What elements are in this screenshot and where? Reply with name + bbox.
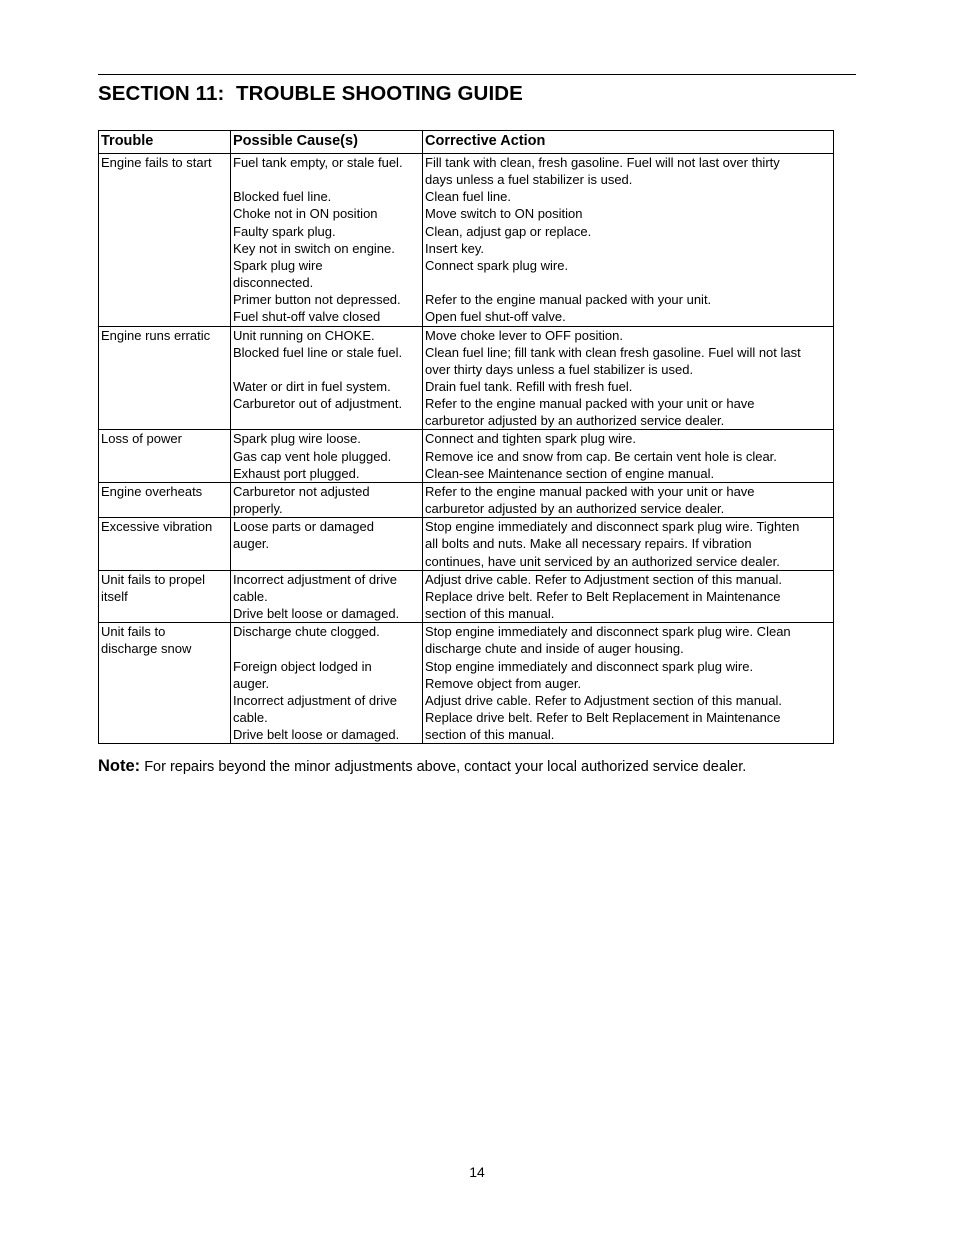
table-row xyxy=(99,623,834,744)
cell-line: Fuel shut-off valve closed xyxy=(233,309,381,325)
cell-line: Remove ice and snow from cap. Be certain vent hole is clear. xyxy=(425,448,777,464)
cell-line: Connect and tighten spark plug wire. xyxy=(425,431,637,447)
cell-line: Unit fails to propel xyxy=(101,571,206,587)
cell-line: Refer to the engine manual packed with your unit or have xyxy=(425,483,755,499)
section-title: SECTION 11: TROUBLE SHOOTING GUIDE xyxy=(98,82,523,105)
cell-line: Unit fails to xyxy=(101,624,166,640)
cell-line: Drain fuel tank. Refill with fresh fuel. xyxy=(425,379,633,395)
cell-line: carburetor adjusted by an authorized service dealer. xyxy=(425,501,725,517)
table-row xyxy=(99,482,834,517)
cell-line: Replace drive belt. Refer to Belt Replacement in Maintenance xyxy=(425,588,781,604)
cell-line: Replace drive belt. Refer to Belt Replacement in Maintenance xyxy=(425,709,781,725)
cell-line: Spark plug wire xyxy=(233,257,323,273)
cell-line: discharge chute and inside of auger housing. xyxy=(425,641,684,657)
cell-line: Clean-see Maintenance section of engine manual. xyxy=(425,465,715,481)
cell-line: Incorrect adjustment of drive xyxy=(233,692,398,708)
actions-cell xyxy=(423,326,834,430)
actions-cell xyxy=(423,154,834,327)
trouble-cell xyxy=(99,570,231,622)
header-trouble: Trouble xyxy=(99,131,231,154)
cell-line: properly. xyxy=(233,501,283,517)
cell-line: Discharge chute clogged. xyxy=(233,624,380,640)
cell-line: Engine fails to start xyxy=(101,155,212,170)
cell-line: section of this manual. xyxy=(425,727,555,743)
cell-line: Blocked fuel line or stale fuel. xyxy=(233,344,403,360)
page-number: 14 xyxy=(469,1164,485,1180)
actions-cell xyxy=(423,518,834,570)
cell-line: Stop engine immediately and disconnect spark plug wire. Clean xyxy=(425,624,791,640)
cell-line xyxy=(425,274,833,291)
trouble-cell xyxy=(99,326,231,430)
cell-line: Fuel tank empty, or stale fuel. xyxy=(233,155,403,170)
cell-line: Adjust drive cable. Refer to Adjustment section of this manual. xyxy=(425,692,782,708)
header-rule xyxy=(98,74,856,75)
cell-line: Stop engine immediately and disconnect spark plug wire. xyxy=(425,658,754,674)
note-label: Note: xyxy=(98,757,141,775)
cell-line: Unit running on CHOKE. xyxy=(233,327,375,343)
note-paragraph xyxy=(98,757,746,776)
cell-line: Loose parts or damaged xyxy=(233,519,374,535)
cell-line: Fill tank with clean, fresh gasoline. Fuel will not last over thirty xyxy=(425,155,780,170)
cell-line: Spark plug wire loose. xyxy=(233,431,361,447)
trouble-cell xyxy=(99,154,231,327)
cell-line xyxy=(233,361,422,378)
cell-line: Move switch to ON position xyxy=(425,206,583,222)
cell-line: Clean, adjust gap or replace. xyxy=(425,223,592,239)
trouble-cell xyxy=(99,430,231,482)
table-row xyxy=(99,570,834,622)
cell-line: Primer button not depressed. xyxy=(233,292,401,308)
cell-line: Blocked fuel line. xyxy=(233,189,332,205)
actions-cell xyxy=(423,623,834,744)
cell-line: Foreign object lodged in xyxy=(233,658,372,674)
cell-line: days unless a fuel stabilizer is used. xyxy=(425,172,633,188)
cell-line: auger. xyxy=(233,675,270,691)
trouble-cell xyxy=(99,518,231,570)
cell-line: cable. xyxy=(233,588,268,604)
cell-line: Engine overheats xyxy=(101,483,203,499)
table-row xyxy=(99,154,834,327)
cell-line: Choke not in ON position xyxy=(233,206,378,222)
causes-cell xyxy=(231,518,423,570)
cell-line: Water or dirt in fuel system. xyxy=(233,379,391,394)
cell-line: itself xyxy=(101,588,128,604)
cell-line: Drive belt loose or damaged. xyxy=(233,727,400,743)
cell-line: Faulty spark plug. xyxy=(233,223,336,239)
cell-line xyxy=(233,640,422,657)
cell-line: Excessive vibration xyxy=(101,519,213,535)
table-row xyxy=(99,326,834,430)
cell-line: Refer to the engine manual packed with your unit or have xyxy=(425,396,755,412)
cell-line: Gas cap vent hole plugged. xyxy=(233,448,392,464)
trouble-cell xyxy=(99,623,231,744)
actions-cell xyxy=(423,570,834,622)
cell-line: Remove object from auger. xyxy=(425,675,582,691)
header-corrective-action: Corrective Action xyxy=(423,131,834,154)
troubleshooting-table xyxy=(98,130,834,744)
cell-line: all bolts and nuts. Make all necessary repairs. If vibration xyxy=(425,536,752,552)
cell-line: section of this manual. xyxy=(425,606,555,622)
causes-cell xyxy=(231,326,423,430)
cell-line: disconnected. xyxy=(233,275,314,291)
cell-line: over thirty days unless a fuel stabilizer is used. xyxy=(425,361,694,377)
causes-cell xyxy=(231,623,423,744)
cell-line: Incorrect adjustment of drive xyxy=(233,571,398,587)
cell-line: Refer to the engine manual packed with your unit. xyxy=(425,292,712,308)
table-row xyxy=(99,430,834,482)
cell-line: auger. xyxy=(233,536,270,552)
cell-line: Clean fuel line. xyxy=(425,189,511,205)
cell-line: cable. xyxy=(233,709,268,725)
table-row xyxy=(99,518,834,570)
causes-cell xyxy=(231,570,423,622)
note-text: For repairs beyond the minor adjustments above, contact your local authorized service dealer. xyxy=(140,759,747,775)
cell-line: Clean fuel line; fill tank with clean fresh gasoline. Fuel will not last xyxy=(425,344,801,360)
cell-line: Insert key. xyxy=(425,240,485,256)
trouble-cell xyxy=(99,482,231,517)
cell-line: Connect spark plug wire. xyxy=(425,257,569,273)
cell-line: Stop engine immediately and disconnect spark plug wire. Tighten xyxy=(425,519,800,535)
cell-line: Open fuel shut-off valve. xyxy=(425,309,566,325)
cell-line: Adjust drive cable. Refer to Adjustment section of this manual. xyxy=(425,571,782,587)
cell-line: Move choke lever to OFF position. xyxy=(425,327,623,343)
table-header-row xyxy=(99,131,834,154)
causes-cell xyxy=(231,482,423,517)
cell-line: continues, have unit serviced by an authorized service dealer. xyxy=(425,553,780,569)
cell-line: Key not in switch on engine. xyxy=(233,240,395,256)
cell-line: Carburetor out of adjustment. xyxy=(233,396,403,412)
cell-line: Engine runs erratic xyxy=(101,327,211,343)
cell-line: Exhaust port plugged. xyxy=(233,465,360,481)
cell-line: Loss of power xyxy=(101,431,182,447)
header-possible-causes: Possible Cause(s) xyxy=(231,131,423,154)
cell-line: Drive belt loose or damaged. xyxy=(233,606,400,622)
cell-line: Carburetor not adjusted xyxy=(233,483,370,499)
cell-line: discharge snow xyxy=(101,641,192,657)
table-body xyxy=(99,154,834,744)
actions-cell xyxy=(423,482,834,517)
causes-cell xyxy=(231,154,423,327)
causes-cell xyxy=(231,430,423,482)
cell-line: carburetor adjusted by an authorized service dealer. xyxy=(425,413,725,429)
actions-cell xyxy=(423,430,834,482)
cell-line xyxy=(233,171,422,188)
